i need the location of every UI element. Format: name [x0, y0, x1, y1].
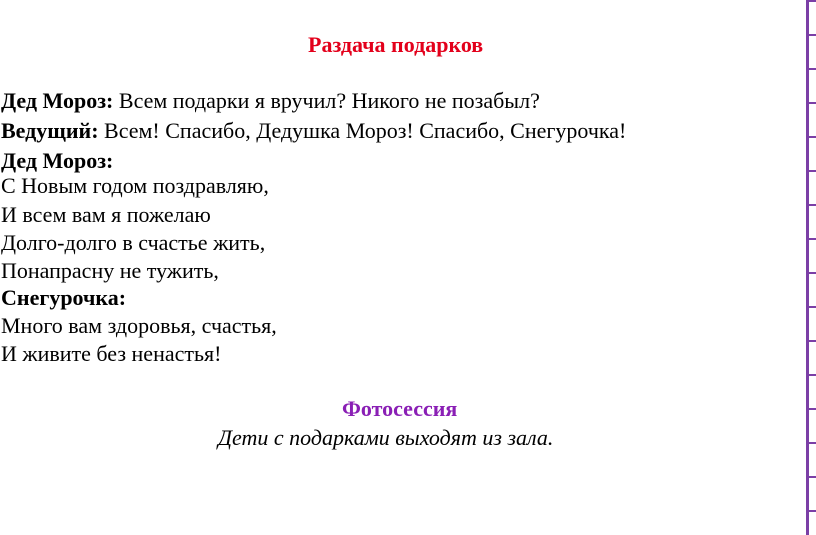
script-line	[1, 86, 540, 116]
binder-tick	[806, 102, 816, 104]
line-text: И всем вам я пожелаю	[1, 202, 211, 227]
binder-tick	[806, 238, 816, 240]
line-text: И живите без ненастья!	[1, 341, 222, 366]
binder-tick	[806, 272, 816, 274]
script-line	[1, 339, 221, 369]
binder-tick	[806, 136, 816, 138]
binder-tick	[806, 0, 816, 2]
script-line	[1, 171, 269, 201]
line-text: Долго-долго в счастье жить,	[1, 230, 266, 255]
binder-tick	[806, 34, 816, 36]
section-title-gift-giving: Раздача подарков	[308, 32, 484, 57]
line-text: Всем подарки я вручил? Никого не позабыл?	[113, 88, 540, 113]
binder-tick	[806, 340, 816, 342]
section-title-photo-session: Фотосессия	[342, 396, 458, 421]
script-line	[1, 200, 211, 230]
script-line	[1, 116, 626, 146]
binder-tick	[806, 476, 816, 478]
line-text: Понапрасну не тужить,	[1, 258, 219, 283]
speaker-label: Дед Мороз:	[1, 88, 114, 113]
line-text: Много вам здоровья, счастья,	[1, 313, 277, 338]
script-line	[1, 228, 265, 258]
binder-tick	[806, 374, 816, 376]
line-text: Всем! Спасибо, Дедушка Мороз! Спасибо, Снегурочка!	[98, 118, 627, 143]
binder-edge	[806, 0, 816, 535]
stage-direction: Дети с подарками выходят из зала.	[218, 425, 554, 450]
binder-tick	[806, 510, 816, 512]
line-text: С Новым годом поздравляю,	[1, 173, 269, 198]
script-line	[1, 311, 277, 341]
binder-tick	[806, 306, 816, 308]
binder-tick	[806, 442, 816, 444]
binder-tick	[806, 408, 816, 410]
binder-tick	[806, 170, 816, 172]
speaker-label: Ведущий:	[1, 118, 99, 143]
script-line	[1, 283, 126, 313]
script-line	[1, 256, 219, 286]
speaker-label: Снегурочка:	[1, 285, 127, 310]
binder-tick	[806, 204, 816, 206]
binder-tick	[806, 68, 816, 70]
binder-line	[806, 0, 809, 535]
speaker-label: Дед Мороз:	[1, 148, 114, 173]
